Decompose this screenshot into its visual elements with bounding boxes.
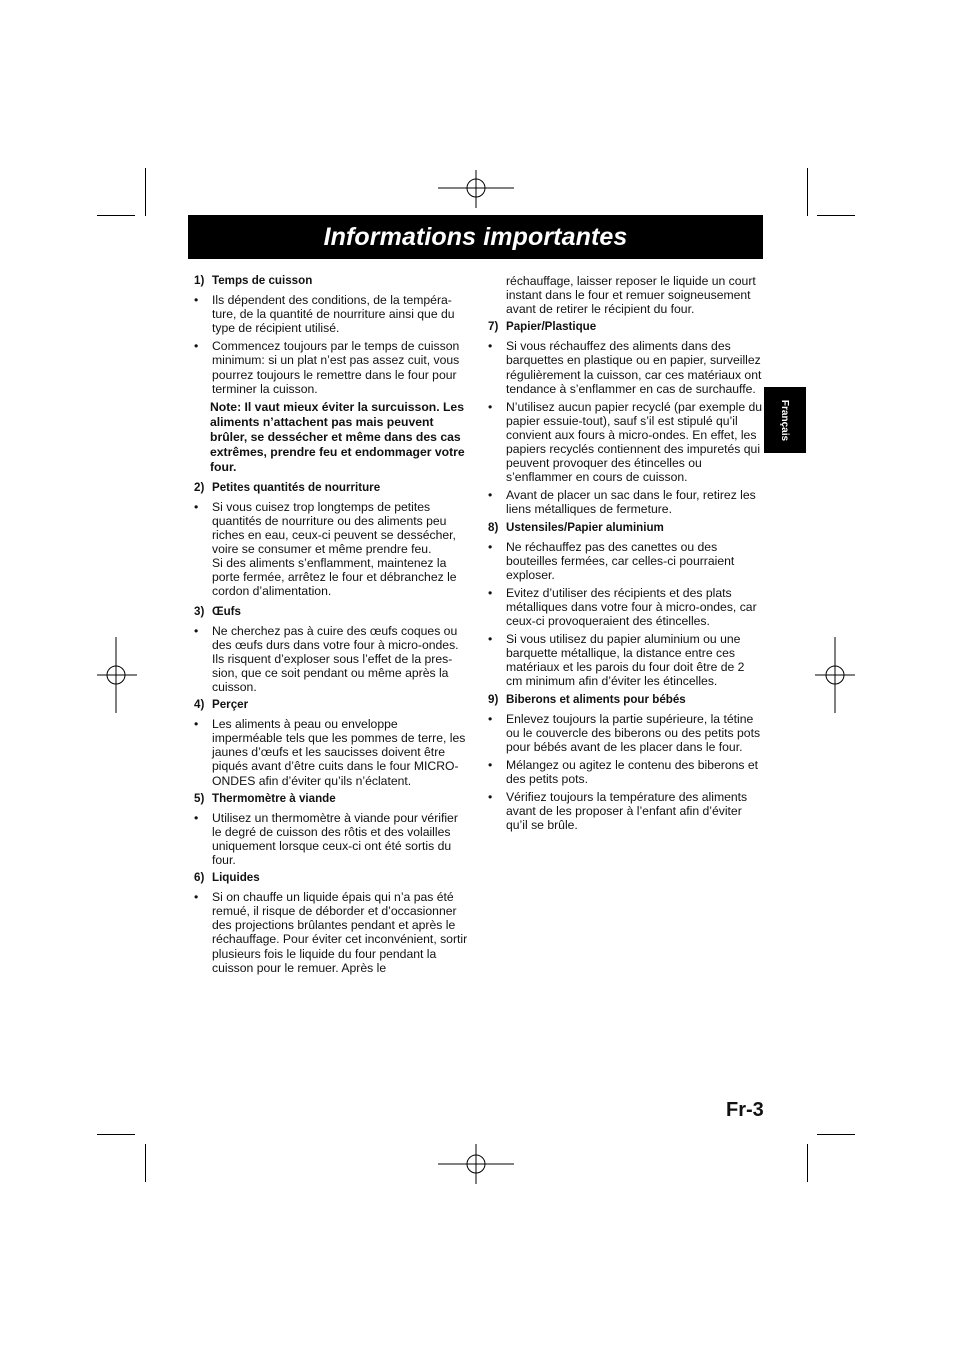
section-title: Œufs <box>212 604 241 618</box>
list-item-text: Ils dépendent des conditions, de la tempéra-ture, de la quantité de nourriture ainsi que du type de récipient utilisé. <box>212 293 455 336</box>
list-item-text: Evitez d’utiliser des récipients et des plats métalliques dans votre four à micro-ondes, car ceux-ci provoqueraient des étincelles. <box>506 585 757 629</box>
section-title: Ustensiles/Papier aluminium <box>506 520 664 534</box>
crop-mark <box>145 1144 146 1182</box>
paragraph: réchauffage, laisser reposer le liquide un court instant dans le four et remuer soigneusement avant de retirer le récipient du four. <box>506 274 756 317</box>
registration-mark-icon <box>438 1126 514 1202</box>
list-item-text: Mélangez ou agitez le contenu des biberons et des petits pots. <box>506 757 759 786</box>
section-title: Perçer <box>212 698 249 712</box>
list-item-text: N’utilisez aucun papier recyclé (par exemple du papier essuie-tout), sauf s’il est stipulé qu’il convient aux fours à micro-ondes. En effet, les papiers recyclés contiennent des impuretés qui peuvent provoquer des étincelles ou s’enflammer en cours de cuisson. <box>506 399 763 485</box>
bullet-icon: • <box>488 539 493 554</box>
registration-mark-icon <box>815 637 891 713</box>
section-heading <box>194 871 469 885</box>
list-item-text: Les aliments à peau ou enveloppe imperméable tels que les pommes de terre, les jaunes d’œufs et les saucisses doivent être piqués avant d’être cuits dans le four MICRO-ONDES afin d’éviter qu’ils n’éclatent. <box>212 717 466 788</box>
bullet-icon: • <box>194 293 199 308</box>
page-number: Fr-3 <box>726 1099 764 1121</box>
list-item <box>194 624 469 694</box>
bullet-icon: • <box>194 717 199 732</box>
bullet-icon: • <box>488 399 493 414</box>
note-text: Note: Il vaut mieux éviter la surcuisson. Les aliments n’attachent pas mais peuvent brûler, se dessécher et même dans des cas extrêmes, prendre feu et endommager votre four. <box>210 399 465 474</box>
crop-mark <box>97 1134 135 1135</box>
list-item <box>194 890 469 975</box>
list-item-text: Si on chauffe un liquide épais qui n’a pas été remué, il risque de déborder et d’occasionner des projections brûlantes pendant et après le réchauffage. Pour éviter cet inconvénient, sortir plusieurs fois le liquide du four pendant la cuisson pour le remuer. Après le <box>212 890 468 975</box>
crop-mark <box>817 215 855 216</box>
section-heading <box>488 521 763 535</box>
bullet-icon: • <box>488 711 493 726</box>
bullet-icon: • <box>194 339 199 354</box>
bullet-icon: • <box>488 488 493 503</box>
bullet-icon: • <box>194 890 199 905</box>
section-number: 3) <box>194 604 205 618</box>
list-item-text: Avant de placer un sac dans le four, retirez les liens métalliques de fermeture. <box>506 488 756 517</box>
list-item-text: Ne cherchez pas à cuire des œufs coques ou des œufs durs dans votre four à micro-ondes. Ils risquent d’exploser sous l’effet de la pres-sion, que ce soit pendant ou même après la cuisson. <box>212 623 459 694</box>
section-heading <box>194 274 469 288</box>
list-item-text: Enlevez toujours la partie supérieure, la tétine ou le couvercle des biberons ou des petits pots pour bébés avant de les placer dans le four. <box>506 711 761 754</box>
bullet-icon: • <box>194 810 199 825</box>
list-item <box>488 339 763 395</box>
bullet-icon: • <box>488 790 493 805</box>
bullet-icon: • <box>488 632 493 647</box>
list-item-text: Utilisez un thermomètre à viande pour vérifier le degré de cuisson des rôtis et des volailles uniquement lorsque ceux-ci ont été sortis du four. <box>212 810 458 867</box>
section-number: 5) <box>194 791 205 805</box>
right-column <box>488 274 763 836</box>
list-item <box>488 540 763 582</box>
section-number: 7) <box>488 320 499 334</box>
page-title: Informations importantes <box>323 222 628 251</box>
list-item <box>488 488 763 516</box>
page-title-bar <box>188 215 763 259</box>
section-title: Liquides <box>212 871 260 885</box>
registration-mark-icon <box>97 637 173 713</box>
list-item <box>194 717 469 787</box>
section-title: Papier/Plastique <box>506 320 597 334</box>
list-item <box>488 400 763 485</box>
list-item <box>194 339 469 395</box>
bullet-icon: • <box>488 339 493 354</box>
list-item-text: Si vous cuisez trop longtemps de petites quantités de nourriture ou des aliments peu riches en eau, ceux-ci peuvent se dessécher, voire se consumer et même prendre feu. <box>212 499 456 557</box>
list-item <box>488 790 763 832</box>
section-heading <box>194 481 469 495</box>
section-number: 8) <box>488 520 499 534</box>
language-tab-label: Français <box>779 399 791 441</box>
section-heading <box>488 320 763 334</box>
paragraph: Si des aliments s’enflamment, maintenez la porte fermée, arrêtez le four et débranchez le cordon d’alimentation. <box>212 556 457 599</box>
section-title: Temps de cuisson <box>212 274 313 287</box>
list-item <box>488 632 763 688</box>
crop-mark <box>817 1134 855 1135</box>
bullet-icon: • <box>194 499 199 514</box>
crop-mark <box>97 215 135 216</box>
crop-mark <box>807 1144 808 1182</box>
bullet-icon: • <box>488 585 493 600</box>
list-item <box>488 758 763 786</box>
list-item <box>194 811 469 867</box>
list-item <box>488 712 763 754</box>
list-item-text: Si vous utilisez du papier aluminium ou une barquette métallique, la distance entre ces matériaux et les parois du four doit être de 2 cm minimum afin d’éviter les étincelles. <box>506 632 745 689</box>
section-number: 4) <box>194 698 205 712</box>
list-item <box>194 500 469 556</box>
section-number: 2) <box>194 480 205 494</box>
section-number: 1) <box>194 274 205 287</box>
crop-mark <box>145 168 146 216</box>
section-heading <box>194 605 469 619</box>
list-item <box>194 293 469 335</box>
list-item-text: Vérifiez toujours la température des aliments avant de les proposer à l’enfant afin d’éviter qu’il se brûle. <box>506 790 748 833</box>
language-tab <box>764 387 806 453</box>
section-title: Thermomètre à viande <box>212 791 336 805</box>
section-title: Petites quantités de nourriture <box>212 480 381 494</box>
bullet-icon: • <box>488 757 493 772</box>
list-item-text: Ne réchauffez pas des canettes ou des bouteilles fermées, car celles-ci pourraient exploser. <box>506 539 735 582</box>
section-title: Biberons et aliments pour bébés <box>506 692 686 706</box>
left-column <box>194 274 469 979</box>
bullet-icon: • <box>194 623 199 638</box>
section-heading <box>194 698 469 712</box>
section-heading <box>488 693 763 707</box>
crop-mark <box>807 168 808 216</box>
section-heading <box>194 792 469 806</box>
section-number: 9) <box>488 692 499 706</box>
section-number: 6) <box>194 871 205 885</box>
list-item-text: Commencez toujours par le temps de cuisson minimum: si un plat n’est pas assez cuit, vous pourrez toujours le remettre dans le four pour terminer la cuisson. <box>212 339 460 396</box>
list-item-text: Si vous réchauffez des aliments dans des barquettes en plastique ou en papier, surveillez régulièrement la cuisson, car ces matériaux ont tendance à s’enflammer en cas de surchauffe. <box>506 339 762 396</box>
list-item <box>488 586 763 628</box>
